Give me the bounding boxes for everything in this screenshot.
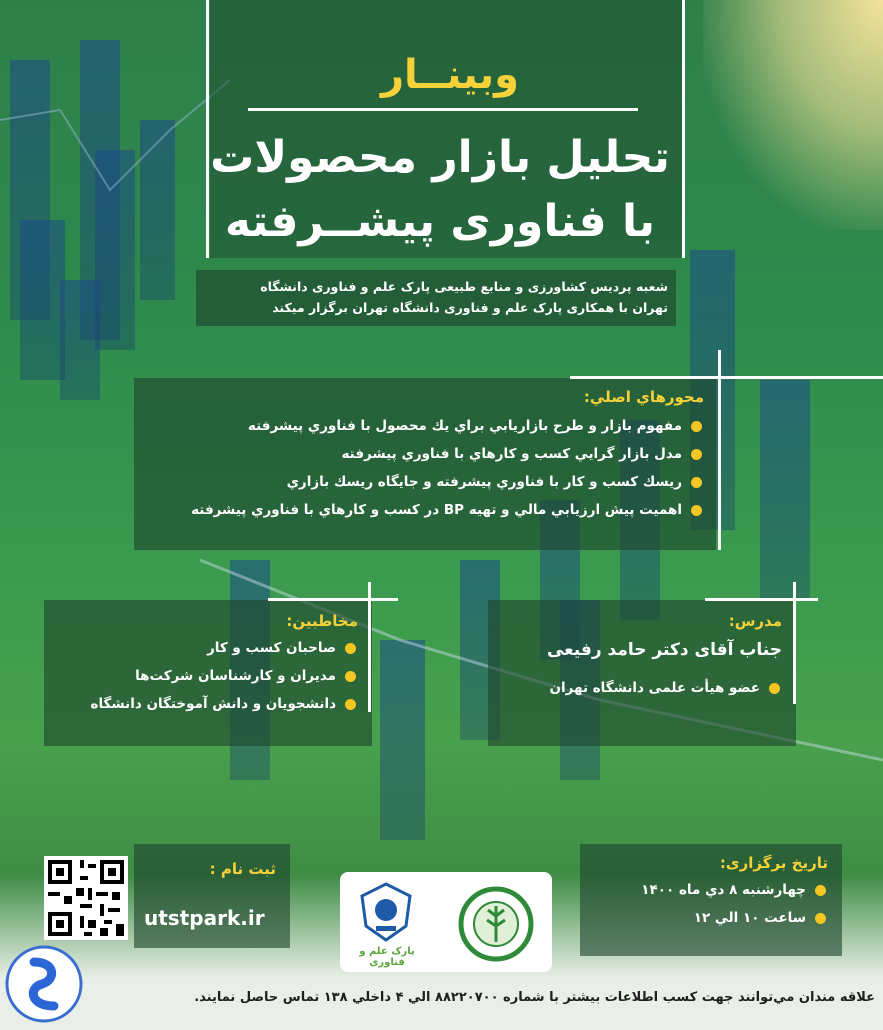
intro-line-1: شعبه پردیس کشاورزی و منابع طبیعی پارک علم و فناوری دانشگاه [260,279,668,294]
schedule-heading: تاریخ برگزاری: [719,854,828,872]
bullet-icon [691,477,702,488]
bullet-icon [815,913,826,924]
webinar-label: وبینــار [381,52,519,98]
list-item: صاحبان کسب و کار [58,634,358,662]
corner-glow [703,0,883,230]
list-item: چهارشنبه ۸ دي ماه ۱۴۰۰ [594,876,828,904]
instructor-list [502,674,782,702]
header-divider [248,108,638,111]
audience-list [58,634,358,718]
list-item: مدیران و کارشناسان شرکت‌ها [58,662,358,690]
bullet-icon [691,449,702,460]
audience-heading: مخاطبین: [286,612,358,630]
audience-panel [44,600,372,746]
audience-line-v [368,582,371,712]
bullet-icon [691,505,702,516]
instructor-line-h [705,598,818,601]
instructor-panel [488,600,796,746]
topics-line-h [570,376,883,379]
title-line-2: با فناوری پیشــرفته [224,196,656,247]
qr-code-icon[interactable] [44,856,128,940]
topics-heading: محورهاي اصلي: [583,388,704,406]
frame-line-right [682,0,685,258]
schedule-panel [580,844,842,956]
university-logo-icon [358,882,414,944]
bullet-icon [345,699,356,710]
list-item: مفهوم بازار و طرح بازاريابي براي يك محصول با فناوري پيشرفته [146,412,704,440]
instructor-heading: مدرس: [728,612,782,630]
park-logo-text: پارک علم و فناوری [359,946,415,968]
registration-panel [134,844,290,948]
audience-line-h [268,598,398,601]
bullet-icon [345,643,356,654]
bullet-icon [691,421,702,432]
topics-panel [134,378,716,550]
title-line-1: تحلیل بازار محصولات [210,132,670,183]
list-item: مدل بازار گرايي كسب و كارهاي با فناوري پيشرفته [146,440,704,468]
intro-line-2: تهران با همکاری پارک علم و فناوری دانشگاه تهران برگزار میکند [272,300,668,315]
agri-campus-logo-icon [458,886,534,962]
list-item: اهميت پيش ارزيابي مالي و تهيه BP در كسب و كارهاي با فناوري پيشرفته [146,496,704,524]
topics-line-v [718,350,721,550]
list-item: ريسك كسب و كار با فناوري پيشرفته و جايگاه ريسك بازاري [146,468,704,496]
list-item: ساعت ۱۰ الي ۱۲ [594,904,828,932]
list-item: دانشجویان و دانش آموختگان دانشگاه [58,690,358,718]
footer-contact: علاقه مندان مي‌توانند جهت كسب اطلاعات بيشتر با شماره ۸۸۲۲۰۷۰۰ الي ۴ داخلي ۱۳۸ تماس حاصل نمايند. [194,990,875,1005]
topics-list [146,412,704,524]
schedule-list [594,876,828,932]
list-item: عضو هیأت علمی دانشگاه تهران [502,674,782,702]
logos-box [340,872,552,972]
intro-text [196,270,676,326]
instructor-line-v [793,582,796,704]
website-link[interactable]: utstpark.ir [144,906,265,930]
bullet-icon [345,671,356,682]
registration-heading: ثبت نام : [209,860,276,878]
bullet-icon [815,885,826,896]
bullet-icon [769,683,780,694]
instructor-name: جناب آقای دکتر حامد رفیعی [546,640,782,660]
